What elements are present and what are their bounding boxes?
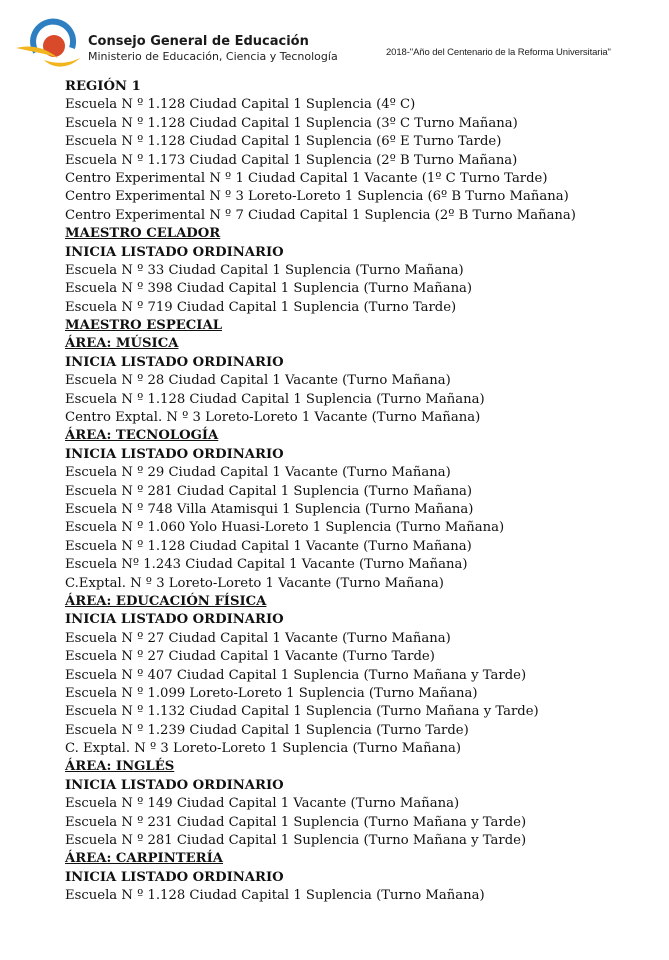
organization-block [88,34,338,64]
listing-line: Escuela N º 1.128 Ciudad Capital 1 Suplencia (3º C Turno Mañana) [65,115,518,131]
organization-name: Consejo General de Educación [88,34,309,49]
section-heading: MAESTRO ESPECIAL [65,318,222,334]
listing-line: Centro Experimental N º 3 Loreto-Loreto 1 Suplencia (6º B Turno Mañana) [65,189,569,205]
listing-line: Escuela N º 1.128 Ciudad Capital 1 Suplencia (6º E Turno Tarde) [65,134,502,150]
letterhead [0,0,669,76]
listing-line: Centro Experimental N º 1 Ciudad Capital 1 Vacante (1º C Turno Tarde) [65,170,548,186]
subheading: INICIA LISTADO ORDINARIO [65,612,284,628]
section-heading: ÁREA: MÚSICA [65,336,179,352]
listing-line: Centro Exptal. N º 3 Loreto-Loreto 1 Vacante (Turno Mañana) [65,410,481,426]
section-heading: MAESTRO CELADOR [65,226,221,242]
document-body [65,78,665,906]
listing-line: Escuela N º 27 Ciudad Capital 1 Vacante (Turno Tarde) [65,649,435,665]
subheading: REGIÓN 1 [65,79,141,94]
listing-line: C. Exptal. N º 3 Loreto-Loreto 1 Suplencia (Turno Mañana) [65,741,462,757]
listing-line: Escuela N º 1.173 Ciudad Capital 1 Suplencia (2º B Turno Mañana) [65,152,518,168]
section-heading: ÁREA: EDUCACIÓN FÍSICA [65,593,267,609]
listing-line: Escuela N º 398 Ciudad Capital 1 Suplencia (Turno Mañana) [65,281,473,297]
listing-line: Escuela N º 29 Ciudad Capital 1 Vacante (Turno Mañana) [65,465,451,481]
listing-line: Escuela Nº 1.243 Ciudad Capital 1 Vacante (Turno Mañana) [65,557,468,573]
subheading: INICIA LISTADO ORDINARIO [65,777,284,793]
organization-subtitle: Ministerio de Educación, Ciencia y Tecnología [88,50,338,63]
ministry-logo-icon [14,18,86,72]
listing-line: Escuela N º 1.128 Ciudad Capital 1 Suplencia (Turno Mañana) [65,391,485,407]
listing-line: Escuela N º 1.128 Ciudad Capital 1 Vacante (Turno Mañana) [65,538,472,554]
listing-line: Escuela N º 748 Villa Atamisqui 1 Suplencia (Turno Mañana) [65,501,474,517]
listing-line: Escuela N º 281 Ciudad Capital 1 Suplencia (Turno Mañana) [65,483,473,499]
logo-yellow-swoosh [44,58,80,67]
listing-line: Escuela N º 1.128 Ciudad Capital 1 Suplencia (Turno Mañana) [65,888,485,904]
listing-line: Escuela N º 149 Ciudad Capital 1 Vacante (Turno Mañana) [65,796,460,812]
listing-line: Escuela N º 1.132 Ciudad Capital 1 Suplencia (Turno Mañana y Tarde) [65,704,539,720]
section-heading: ÁREA: CARPINTERÍA [65,851,223,867]
subheading: INICIA LISTADO ORDINARIO [65,354,284,370]
subheading: INICIA LISTADO ORDINARIO [65,869,284,885]
subheading: INICIA LISTADO ORDINARIO [65,446,284,462]
listing-line: Escuela N º 1.239 Ciudad Capital 1 Suplencia (Turno Tarde) [65,722,469,738]
listing-line: C.Exptal. N º 3 Loreto-Loreto 1 Vacante (Turno Mañana) [65,575,444,591]
listing-line: Escuela N º 28 Ciudad Capital 1 Vacante (Turno Mañana) [65,373,451,389]
year-motto: 2018-"Año del Centenario de la Reforma Universitaria" [386,47,611,58]
listing-line: Escuela N º 281 Ciudad Capital 1 Suplencia (Turno Mañana y Tarde) [65,833,527,849]
section-heading: ÁREA: INGLÉS [65,759,175,775]
listing-line: Escuela N º 27 Ciudad Capital 1 Vacante (Turno Mañana) [65,630,451,646]
listing-line: Escuela N º 231 Ciudad Capital 1 Suplencia (Turno Mañana y Tarde) [65,814,527,830]
listing-line: Escuela N º 407 Ciudad Capital 1 Suplencia (Turno Mañana y Tarde) [65,667,527,683]
subheading: INICIA LISTADO ORDINARIO [65,244,284,260]
listing-line: Escuela N º 1.128 Ciudad Capital 1 Suplencia (4º C) [65,97,416,113]
listing-line: Escuela N º 1.060 Yolo Huasi-Loreto 1 Suplencia (Turno Mañana) [65,520,505,536]
listing-line: Escuela N º 719 Ciudad Capital 1 Suplencia (Turno Tarde) [65,299,457,315]
listing-line: Escuela N º 1.099 Loreto-Loreto 1 Suplencia (Turno Mañana) [65,685,478,701]
listing-line: Centro Experimental N º 7 Ciudad Capital 1 Suplencia (2º B Turno Mañana) [65,207,576,223]
listing-line: Escuela N º 33 Ciudad Capital 1 Suplencia (Turno Mañana) [65,262,464,278]
section-heading: ÁREA: TECNOLOGÍA [65,428,219,444]
